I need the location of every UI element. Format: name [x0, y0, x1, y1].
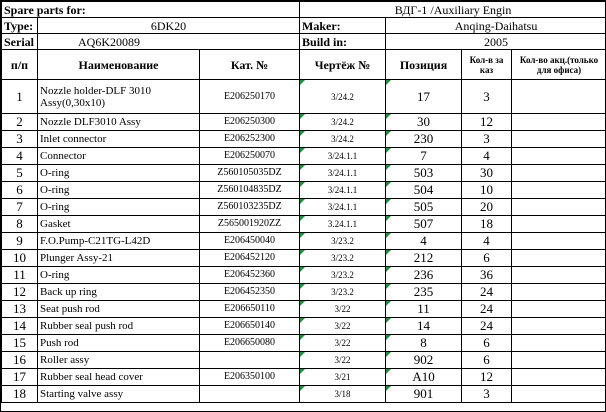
drawing-number-cell[interactable]: 3/24.1.1 — [300, 148, 386, 165]
row-number-cell[interactable]: 17 — [2, 369, 38, 386]
order-qty-cell[interactable]: 24 — [462, 301, 512, 318]
drawing-number-cell[interactable]: 3/24.1.1 — [300, 199, 386, 216]
order-qty-cell[interactable]: 24 — [462, 318, 512, 335]
position-cell[interactable]: 7 — [386, 148, 462, 165]
row-number-cell[interactable]: 8 — [2, 216, 38, 233]
drawing-number-cell[interactable]: 3.24.1.1 — [300, 216, 386, 233]
table-row — [2, 301, 606, 318]
part-name-cell[interactable]: Roller assy — [38, 352, 200, 369]
row-number-cell[interactable]: 9 — [2, 233, 38, 250]
table-row — [2, 182, 606, 199]
drawing-number-cell[interactable]: 3/21 — [300, 369, 386, 386]
drawing-number-cell[interactable]: 3/24.2 — [300, 80, 386, 114]
part-name-cell[interactable]: Seat push rod — [38, 301, 200, 318]
drawing-number-cell[interactable]: 3/23.2 — [300, 250, 386, 267]
table-row — [2, 386, 606, 403]
order-qty-cell[interactable]: 4 — [462, 233, 512, 250]
position-cell[interactable]: 212 — [386, 250, 462, 267]
office-qty-cell[interactable] — [512, 301, 606, 318]
office-qty-cell[interactable] — [512, 284, 606, 301]
col-header-num[interactable]: п/п — [2, 50, 38, 80]
row-number-cell[interactable]: 12 — [2, 284, 38, 301]
table-row — [2, 335, 606, 352]
row-number-cell[interactable]: 6 — [2, 182, 38, 199]
drawing-number-cell[interactable]: 3/18 — [300, 386, 386, 403]
part-name-cell[interactable]: F.O.Pump-C21TG-L42D — [38, 233, 200, 250]
catalog-number-cell[interactable]: E206650110 — [200, 301, 300, 318]
table-row — [2, 318, 606, 335]
position-cell[interactable]: 8 — [386, 335, 462, 352]
part-name-cell[interactable]: Nozzle holder-DLF 3010 Assy(0,30x10) — [38, 80, 200, 114]
row-number-cell[interactable]: 2 — [2, 114, 38, 131]
office-qty-cell[interactable] — [512, 369, 606, 386]
table-row — [2, 114, 606, 131]
table-row — [2, 199, 606, 216]
order-qty-cell[interactable]: 24 — [462, 284, 512, 301]
table-row — [2, 131, 606, 148]
catalog-number-cell[interactable]: Z560103235DZ — [200, 199, 300, 216]
serial-label[interactable]: Serial — [2, 34, 38, 50]
part-name-cell[interactable]: Push rod — [38, 335, 200, 352]
type-value[interactable]: 6DK20 — [38, 18, 300, 34]
catalog-number-cell[interactable]: E206452350 — [200, 284, 300, 301]
col-header-drawing[interactable]: Чертёж № — [300, 50, 386, 80]
catalog-number-cell[interactable]: E206252300 — [200, 131, 300, 148]
office-qty-cell[interactable] — [512, 199, 606, 216]
row-number-cell[interactable]: 11 — [2, 267, 38, 284]
order-qty-cell[interactable]: 6 — [462, 352, 512, 369]
catalog-number-cell[interactable] — [200, 352, 300, 369]
catalog-number-cell[interactable]: E206650140 — [200, 318, 300, 335]
drawing-number-cell[interactable]: 3/22 — [300, 301, 386, 318]
order-qty-cell[interactable]: 6 — [462, 335, 512, 352]
office-qty-cell[interactable] — [512, 216, 606, 233]
order-qty-cell[interactable]: 3 — [462, 386, 512, 403]
position-cell[interactable]: 11 — [386, 301, 462, 318]
position-cell[interactable]: 507 — [386, 216, 462, 233]
col-header-position[interactable]: Позиция — [386, 50, 462, 80]
position-cell[interactable]: 902 — [386, 352, 462, 369]
catalog-number-cell[interactable]: E206452120 — [200, 250, 300, 267]
col-header-cat[interactable]: Кат. № — [200, 50, 300, 80]
row-number-cell[interactable]: 1 — [2, 80, 38, 114]
office-qty-cell[interactable] — [512, 80, 606, 114]
order-qty-cell[interactable]: 30 — [462, 165, 512, 182]
build-value[interactable]: 2005 — [386, 34, 606, 50]
order-qty-cell[interactable]: 4 — [462, 148, 512, 165]
header-row-spare-parts — [2, 2, 606, 18]
build-label[interactable]: Build in: — [300, 34, 386, 50]
catalog-number-cell[interactable]: Z565001920ZZ — [200, 216, 300, 233]
office-qty-cell[interactable] — [512, 233, 606, 250]
office-qty-cell[interactable] — [512, 148, 606, 165]
table-row — [2, 369, 606, 386]
part-name-cell[interactable]: Back up ring — [38, 284, 200, 301]
part-name-cell[interactable]: Nozzle DLF3010 Assy — [38, 114, 200, 131]
spare-parts-value[interactable]: ВДГ-1 /Auxiliary Engin — [300, 2, 606, 18]
table-row — [2, 352, 606, 369]
order-qty-cell[interactable]: 10 — [462, 182, 512, 199]
row-number-cell[interactable]: 18 — [2, 386, 38, 403]
position-cell[interactable]: 14 — [386, 318, 462, 335]
office-qty-cell[interactable] — [512, 165, 606, 182]
office-qty-cell[interactable] — [512, 386, 606, 403]
table-row — [2, 267, 606, 284]
drawing-number-cell[interactable]: 3/24.1.1 — [300, 182, 386, 199]
catalog-number-cell[interactable]: E206650080 — [200, 335, 300, 352]
table-row — [2, 148, 606, 165]
part-name-cell[interactable]: Rubber seal head cover — [38, 369, 200, 386]
type-label[interactable]: Type: — [2, 18, 38, 34]
office-qty-cell[interactable] — [512, 182, 606, 199]
table-row — [2, 284, 606, 301]
drawing-number-cell[interactable]: 3/22 — [300, 318, 386, 335]
catalog-number-cell[interactable]: E206250300 — [200, 114, 300, 131]
drawing-number-cell[interactable]: 3/24.2 — [300, 114, 386, 131]
row-number-cell[interactable]: 3 — [2, 131, 38, 148]
drawing-number-cell[interactable]: 3/23.2 — [300, 284, 386, 301]
table-row — [2, 165, 606, 182]
row-number-cell[interactable]: 14 — [2, 318, 38, 335]
col-header-name[interactable]: Наименование — [38, 50, 200, 80]
office-qty-cell[interactable] — [512, 250, 606, 267]
table-row — [2, 250, 606, 267]
order-qty-cell[interactable]: 3 — [462, 131, 512, 148]
position-cell[interactable]: 17 — [386, 80, 462, 114]
order-qty-cell[interactable]: 12 — [462, 369, 512, 386]
table-row — [2, 233, 606, 250]
drawing-number-cell[interactable]: 3/23.2 — [300, 267, 386, 284]
catalog-number-cell[interactable]: E206452360 — [200, 267, 300, 284]
position-cell[interactable]: 503 — [386, 165, 462, 182]
office-qty-cell[interactable] — [512, 131, 606, 148]
col-header-qty[interactable]: Кол-в за каз — [462, 50, 512, 80]
order-qty-cell[interactable]: 6 — [462, 250, 512, 267]
header-row-type — [2, 18, 606, 34]
col-header-office-qty[interactable]: Кол-во акц.(только для офиса) — [512, 50, 606, 80]
catalog-number-cell[interactable]: E206250070 — [200, 148, 300, 165]
part-name-cell[interactable]: Starting valve assy — [38, 386, 200, 403]
row-number-cell[interactable]: 13 — [2, 301, 38, 318]
table-row — [2, 216, 606, 233]
position-cell[interactable]: 235 — [386, 284, 462, 301]
part-name-cell[interactable]: O-ring — [38, 199, 200, 216]
position-cell[interactable]: A10 — [386, 369, 462, 386]
order-qty-cell[interactable]: 3 — [462, 80, 512, 114]
catalog-number-cell[interactable] — [200, 386, 300, 403]
order-qty-cell[interactable]: 18 — [462, 216, 512, 233]
row-number-cell[interactable]: 4 — [2, 148, 38, 165]
position-cell[interactable]: 4 — [386, 233, 462, 250]
table-row — [2, 80, 606, 114]
office-qty-cell[interactable] — [512, 352, 606, 369]
office-qty-cell[interactable] — [512, 335, 606, 352]
row-number-cell[interactable]: 10 — [2, 250, 38, 267]
part-name-cell[interactable]: O-ring — [38, 267, 200, 284]
catalog-number-cell[interactable]: Z560104835DZ — [200, 182, 300, 199]
row-number-cell[interactable]: 5 — [2, 165, 38, 182]
spare-parts-label[interactable]: Spare parts for: — [2, 2, 300, 18]
position-cell[interactable]: 504 — [386, 182, 462, 199]
catalog-number-cell[interactable]: E206350100 — [200, 369, 300, 386]
part-name-cell[interactable]: Gasket — [38, 216, 200, 233]
position-cell[interactable]: 505 — [386, 199, 462, 216]
position-cell[interactable]: 236 — [386, 267, 462, 284]
position-cell[interactable]: 901 — [386, 386, 462, 403]
header-row-serial — [2, 34, 606, 50]
row-number-cell[interactable]: 16 — [2, 352, 38, 369]
column-header-row — [2, 50, 606, 80]
position-cell[interactable]: 30 — [386, 114, 462, 131]
part-name-cell[interactable]: Plunger Assy-21 — [38, 250, 200, 267]
office-qty-cell[interactable] — [512, 114, 606, 131]
drawing-number-cell[interactable]: 3/24.1.1 — [300, 165, 386, 182]
part-name-cell[interactable]: O-ring — [38, 165, 200, 182]
order-qty-cell[interactable]: 36 — [462, 267, 512, 284]
drawing-number-cell[interactable]: 3/24.2 — [300, 131, 386, 148]
row-number-cell[interactable]: 15 — [2, 335, 38, 352]
catalog-number-cell[interactable]: E206450040 — [200, 233, 300, 250]
catalog-number-cell[interactable]: Z560105035DZ — [200, 165, 300, 182]
maker-value[interactable]: Anqing-Daihatsu — [386, 18, 606, 34]
serial-value[interactable]: AQ6K20089 — [38, 34, 300, 50]
order-qty-cell[interactable]: 12 — [462, 114, 512, 131]
office-qty-cell[interactable] — [512, 267, 606, 284]
drawing-number-cell[interactable]: 3/23.2 — [300, 233, 386, 250]
drawing-number-cell[interactable]: 3/22 — [300, 352, 386, 369]
maker-label[interactable]: Maker: — [300, 18, 386, 34]
order-qty-cell[interactable]: 20 — [462, 199, 512, 216]
catalog-number-cell[interactable]: E206250170 — [200, 80, 300, 114]
parts-table — [1, 1, 606, 403]
office-qty-cell[interactable] — [512, 318, 606, 335]
part-name-cell[interactable]: Connector — [38, 148, 200, 165]
part-name-cell[interactable]: Rubber seal push rod — [38, 318, 200, 335]
row-number-cell[interactable]: 7 — [2, 199, 38, 216]
drawing-number-cell[interactable]: 3/22 — [300, 335, 386, 352]
position-cell[interactable]: 230 — [386, 131, 462, 148]
part-name-cell[interactable]: Inlet connector — [38, 131, 200, 148]
part-name-cell[interactable]: O-ring — [38, 182, 200, 199]
